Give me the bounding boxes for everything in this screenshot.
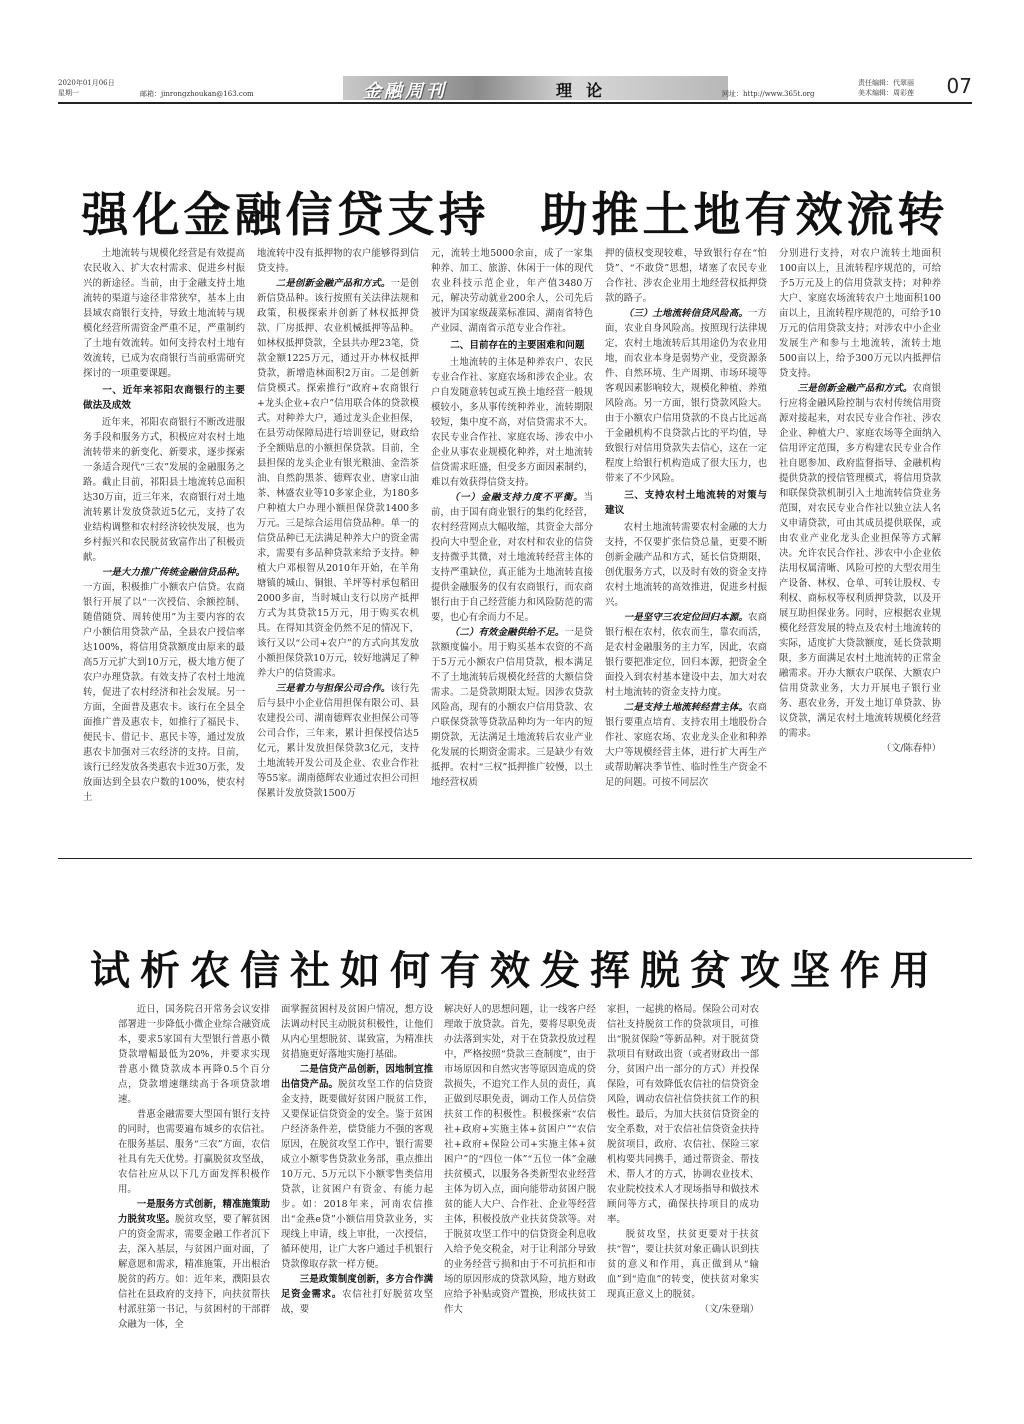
subheading: （一）金融支持力度不平衡。	[449, 492, 584, 503]
responsible-editor: 责任编辑：代翠丽	[858, 79, 914, 87]
subheading: 三是着力与担保公司合作。	[275, 683, 391, 694]
issue-date-block	[58, 78, 115, 98]
paragraph	[257, 276, 419, 681]
paragraph: 普惠金融需要大型国有银行支持的同时，也需要遍布城乡的农信社。在服务基层、服务“三农”方面，农信社具有先天优势。打赢脱贫攻坚战，农信社应从以下几方面发挥积极作用。	[118, 1109, 270, 1195]
section-heading: 二、目前存在的主要困难和问题	[450, 340, 585, 351]
article-1-column-1	[83, 246, 245, 816]
subheading: 二是支持土地流转经营主体。	[623, 702, 749, 713]
paragraph	[281, 1272, 433, 1317]
paragraph-text: 农商银行应将金融风险控制与农村传统信用资源对接起来，对农民专业合作社、涉农企业、种植大户、家庭农场等全面纳入信用评定范围，多方构建农民专业合作社自愿参加、政府监督指导、金融机构提供贷款的授信管理模式，将信用贷款和联保贷款机制引入土地流转信贷业务范围，对农民专业合作社以独立法人名义申请贷款，可由其成员提供联保，或由农业产业化龙头企业担保等方式解决。允许农民合作社、涉农中小企业依法用权属清晰、风险可控的大型农用生产设备、林权、仓单、可转让股权、专利权、商标权等权利质押贷款，以及开展互助担保业务。同时，应根据农业规模化经营发展的特点及农村土地流转的实际，适度扩大贷款额度，延长贷款期限，多方面满足农村土地流转的正常金融需求。开办大额农户联保、大额农户信用贷款业务，大力开展电子银行业务、惠农业务，开发土地订单贷款、协议贷款，满足农村土地流转规模化经营的需求。	[779, 383, 941, 739]
bold-lead: 三是政策制度创新，多方合作满足资金需求。	[281, 1274, 433, 1300]
paragraph-text: 脱贫攻坚工作的信贷资金支持，既要做好贫困户脱贫工作，又要保证信贷资金的安全。鉴于贫困户经济条件差，偿贷能力不强的客观原因，在脱贫攻坚工作中，银行需要成立小额零售贷款业务部，重点推出10万元、5万元以下小额零售类信用贷款，让贫困户有资金、有能力起步。如：2018年来，河南农信推出“金燕e贷”小额信用贷款业务，实现线上申请，线上审批，一次授信，循环使用，让广大客户通过手机银行贷款像取存款一样方便。	[281, 1079, 433, 1270]
paragraph	[118, 1197, 270, 1332]
paragraph	[257, 681, 419, 801]
paragraph	[281, 1062, 433, 1272]
header-rule	[58, 102, 972, 104]
paragraph-text: 一方面，积极推广小额农户信贷。农商银行开展了以“一次授信、余额控制、随借随贷、周转使用”为主要内容的农户小额信用贷款产品，全县农户授信率达100%，将信用贷款额度由原来的最高5万元扩大到10万元，极大地方便了农户办理贷款。有效支持了农村土地流转，促进了农村经济和社会发展。另一方面，全面普及惠农卡。该行在全县全面推广普及惠农卡，如推行了福民卡、便民卡、借记卡、惠民卡等，通过发放惠农卡加强对三农经济的支持。目前，该行已经发放各类惠农卡近30万张，发放面达到全县农户数的100%，使农村土	[83, 582, 245, 803]
article-1-column-5	[779, 246, 941, 816]
subheading: 二是创新金融产品和方式。	[275, 278, 391, 289]
paragraph: 面掌握贫困村及贫困户情况，想方设法调动村民主动脱贫积极性，让他们从内心里想脱贫、谋致富，为精准扶贫措施更好落地实施打基础。	[281, 1004, 433, 1060]
paragraph	[83, 565, 245, 805]
paragraph-text: 农商银行要重点培育、支持农用土地股份合作社、家庭农场、农业龙头企业和种养大户等规模经营主体，进行扩大再生产或帮助解决季节性、临时性生产资金不足的问题。可按不同层次	[605, 702, 767, 788]
bold-lead: 一是服务方式创新，精准施策助力脱贫攻坚。	[118, 1199, 270, 1225]
subheading: 一是大力推广传统金融信贷品种。	[101, 567, 245, 578]
subheading: （三）土地流转信贷风险高。	[623, 308, 749, 319]
masthead-title: 金融周刊	[363, 81, 447, 102]
editor-credits	[858, 78, 914, 98]
article-1-byline: （文/陈春仲）	[881, 743, 941, 754]
issue-weekday: 星期一	[58, 89, 79, 97]
paragraph-text: 一方面，农业自身风险高。按照现行法律规定，农村土地流转后其用途仍为农业用地，而农业本身是弱势产业，受资源条件、自然环境、生产周期、市场环境等客观因素影响较大，规模化种植、养殖风险高。另一方面，银行贷款风险大。由于小额农户信用贷款的不良占比远高于金融机构不良贷款占比的平均值，导致银行对信用贷款失去信心，这在一定程度上给银行机构造成了很大压力，也带来了不少风险。	[605, 308, 767, 484]
article-divider	[58, 858, 972, 859]
paragraph: 近日，国务院召开常务会议安排部署进一步降低小微企业综合融资成本，要求5家国有大型银行普惠小微贷款增幅最低为20%，并要求实现普惠小微贷款成本再降0.5个百分点，贷款增速继续高于各项贷款增速。	[118, 1004, 270, 1105]
article-2-column-4	[607, 1002, 759, 1402]
art-editor: 美术编辑：周彩莲	[858, 89, 914, 97]
article-1-body	[83, 246, 943, 816]
contact-email: 邮箱：jinrongzhoukan@163.com	[140, 90, 254, 98]
paragraph	[605, 610, 767, 700]
paragraph: 土地流转与规模化经营是有效提高农民收入、扩大农村需求、促进乡村振兴的新途径。当前，由于金融支持土地流转的渠道与途径非常狭窄，基本上由县域农商银行支持，导致土地流转与规模化经营所需资金严重不足，严重制约了土地有效流转。如何支持农村土地有效流转，已成为农商银行当前亟需研究探讨的一项重要课题。	[83, 248, 245, 379]
article-2-column-2	[281, 1002, 433, 1402]
article-1-column-4	[605, 246, 767, 816]
paragraph-text: 该行先后与县中小企业信用担保有限公司、县农建投公司、湖南德辉农业担保公司等公司合作，三年来，累计担保授信达5亿元，累计发放担保贷款3亿元，支持土地流转开发公司及企业、农业合作社等55家。湖南德辉农业通过农担公司担保累计发放贷款1500万	[257, 683, 419, 799]
paragraph-text: 当前，由于国有商业银行的集约化经营，农村经营网点大幅收缩，其资金大部分投向大中型企业，对农村和农业的信贷支持微乎其微，对土地流转经营主体的支持严重缺位，真正能为土地流转直接提供金融服务的仅有农商银行，而农商银行由于自己经营能力和风险防范的需要，也心有余而力不足。	[431, 492, 593, 623]
paragraph: 解决好人的思想问题，让一线客户经理敢于放贷款。首先，要将尽职免责办法落到实处，对于在贷款投放过程中，严格按照“贷款三查制度”，由于市场原因和自然灾害等原因造成的贷款损失，不追究工作人员的责任，真正做到尽职免责，调动工作人员信贷扶贫工作的积极性。积极探索“农信社+政府+实施主体+贫困户”“农信社+政府+保险公司+实施主体+贫困户”的“四位一体”“五位一体”金融扶贫模式，以服务各类新型农业经营主体为切入点，面向能带动贫困户脱贫的能人大户、合作社、企业等经营主体，积极投放产业扶贫贷款等。对于脱贫攻坚工作中的信贷资金利息收入给予免交税金，对于让利部分导致的业务经营亏损和由于不可抗拒和市场的原因形成的贷款风险，地方财政应给予补贴或资产置换，形成扶贫工作大	[444, 1004, 596, 1315]
article-1-column-3	[431, 246, 593, 816]
paragraph: 分别进行支持，对农户流转土地面积100亩以上，且流转程序规范的，可给予5万元及上的信用贷款支持；对种养大户、家庭农场流转农户土地面积100亩以上，且流转程序规范的，可给予10万元的信用贷款支持；对涉农中小企业发展生产和参与土地流转，流转土地500亩以上，给予300万元以内抵押信贷支持。	[779, 248, 941, 379]
paragraph: 农村土地流转需要农村金融的大力支持，不仅要扩张信贷总量，更要不断创新金融产品和方式，延长信贷期限，创优服务方式，以及时有效的资金支持农村土地流转的高效推进，促进乡村振兴。	[605, 522, 767, 608]
bold-lead: 二是信贷产品创新，因地制宜推出信贷产品。	[281, 1064, 433, 1090]
paragraph: 近年来，祁阳农商银行不断改进服务手段和服务方式，积极应对农村土地流转带来的新变化、新要求，逐步探索一条适合现代“三农”发展的金融服务之路。截止目前，祁阳县土地流转总面积达30万亩，近三年来，农商银行对土地流转累计发放贷款近5亿元，支持了农业结构调整和农村经济较快发展，也为乡村振兴和农民脱贫致富作出了积极贡献。	[83, 417, 245, 563]
paragraph: 元，流转土地5000余亩，成了一家集种养、加工、旅游、休闲于一体的现代农业科技示范企业，年产值3480万元，解决劳动就业200余人，公司先后被评为国家级蔬菜标准园、湖南省特色产业园、湖南省示范专业合作社。	[431, 248, 593, 334]
article-2-column-3	[444, 1002, 596, 1402]
paragraph-text: 农商银行根在农村，依农而生，靠农而活，是农村金融服务的主力军，因此，农商银行要把准定位，回归本源，把资金全面投入到农村基本建设中去，加大对农村土地流转的资金支持力度。	[605, 612, 767, 698]
paragraph	[431, 625, 593, 790]
paragraph: 土地流转的主体是种养农户、农民专业合作社、家庭农场和涉农企业。农户自发随意转包或互换土地经营一般规模较小，多从事传统种养业，流转期限较短，集中度不高，对信贷需求不大。农民专业合作社、家庭农场、涉农中小企业从事农业规模化种养，对土地流转信贷需求旺盛，但受多方面因素制约，难以有效获得信贷支持。	[431, 357, 593, 488]
article-2-body	[118, 1002, 923, 1402]
paragraph: 脱贫攻坚，扶贫更要对于扶贫扶“智”，要让扶贫对象正确认识到扶贫的意义和作用，真正做到从“输血”到“造血”的转变，使扶贫对象实现真正意义上的脱贫。	[607, 1229, 759, 1300]
paragraph: 地流转中没有抵押物的农户能够得到信贷支持。	[257, 248, 419, 274]
article-2-headline: 试析农信社如何有效发挥脱贫攻坚作用	[90, 947, 940, 994]
page-header	[58, 76, 972, 102]
issue-date: 2020年01月06日	[58, 79, 115, 87]
paragraph	[605, 306, 767, 486]
page-number: 07	[946, 74, 972, 98]
section-heading: 三、支持农村土地流转的对策与建议	[605, 490, 767, 516]
article-1-column-2	[257, 246, 419, 816]
section-title: 理论	[556, 81, 617, 100]
paragraph-text: 脱贫攻坚，要了解贫困户的资金需求，需要金融工作者沉下去，深入基层，与贫困户面对面，了解意愿和需求，精准施策，开出根治脱贫的药方。如：近年来，濮阳县农信社在县政府的支持下，向扶贫帮扶村派驻第一书记，与贫困村的干部群众融为一体，全	[118, 1214, 270, 1330]
subheading: （二）有效金融供给不足。	[449, 627, 565, 638]
paragraph-text: 一是贷款额度偏小。用于购买基本农资的不高于5万元小额农户信用贷款，根本满足不了土地流转后规模化经营的大额信贷需求。二是贷款期限太短。因涉农贷款风险高，现有的小额农户信用贷款、农户联保贷款等贷款品种均为一年内的短期贷款，无法满足土地流转后农业产业化发展的长期资金需求。三是缺少有效抵押。农村“三权”抵押推广较慢，以土地经营权质	[431, 627, 593, 788]
article-1-headline: 强化金融信贷支持 助推土地有效流转	[81, 188, 949, 244]
paragraph	[605, 700, 767, 790]
paragraph	[779, 381, 941, 741]
paragraph-text: 农信社打好脱贫攻坚战，要	[281, 1289, 433, 1315]
paragraph: 押的债权变现较难，导致银行存在“怕贷”、“不敢贷”思想，堵塞了农民专业合作社、涉农企业用土地经营权抵押贷款的路子。	[605, 248, 767, 304]
subheading: 一是坚守三农定位回归本源。	[623, 612, 749, 623]
subheading: 三是创新金融产品和方式。	[797, 383, 913, 394]
article-2-column-1	[118, 1002, 270, 1402]
section-heading: 一、近年来祁阳农商银行的主要做法及成效	[83, 385, 245, 411]
article-2-byline: （文/朱登瑞）	[699, 1304, 759, 1315]
paragraph-text: 一是创新信贷品种。该行按照有关法律法规和政策，积极探索并创新了林权抵押贷款、厂房抵押、农业机械抵押等品种。如林权抵押贷款，全县共办理23笔，贷款金额1225万元，通过开办林权抵押贷款，新增造林面积2万亩。二是创新信贷模式。探索推行“政府+农商银行+龙头企业+农户”信用联合体的贷款模式。对种养大户，通过龙头企业担保，在县劳动保障局进行培训登记，财政给予全额贴息的小额担保贷款。目前，全县担保的龙头企业有银光粮油、金浩茶油、自然韵黑茶、德辉农业、唐家山油茶、林盛农业等10多家企业，为180多户种植大户办理小额担保贷款1400多万元。三是综合运用信贷品种。单一的信贷品种已无法满足种养大户的资金需求，需要有多品种贷款来给予支持。种植大户邓根智从2010年开始，在羊角塘镇的城山、铜银、羊坪等村承包稻田2000多亩，当时城山支行以房产抵押方式为其贷款15万元，用于购买农机具。在得知其资金仍然不足的情况下，该行又以“公司+农户”的方式向其发放小额担保贷款10万元，较好地满足了种养大户的信贷需求。	[257, 278, 419, 679]
paragraph: 家担，一起挑的格局。保险公司对农信社支持脱贫工作的贷款项目，可推出“脱贫保险”等新品种。对于脱贫贷款项目有财政出资（或者财政出一部分，贫困户出一部分的方式）并投保保险，可有效降低农信社的信贷资金风险，调动农信社信贷扶贫工作的积极性。最后，为加大扶贫信贷资金的安全系数，对于农信社信贷资金扶持脱贫项目，政府、农信社、保险三家机构要共同携手，通过帮资金、帮技术、帮人才的方式，协调农业技术、农业院校技术人才现场指导和做技术顾问等方式，确保扶持项目的成功率。	[607, 1004, 759, 1225]
website-url: 网址：http://www.365t.org	[722, 90, 815, 98]
paragraph	[431, 490, 593, 625]
